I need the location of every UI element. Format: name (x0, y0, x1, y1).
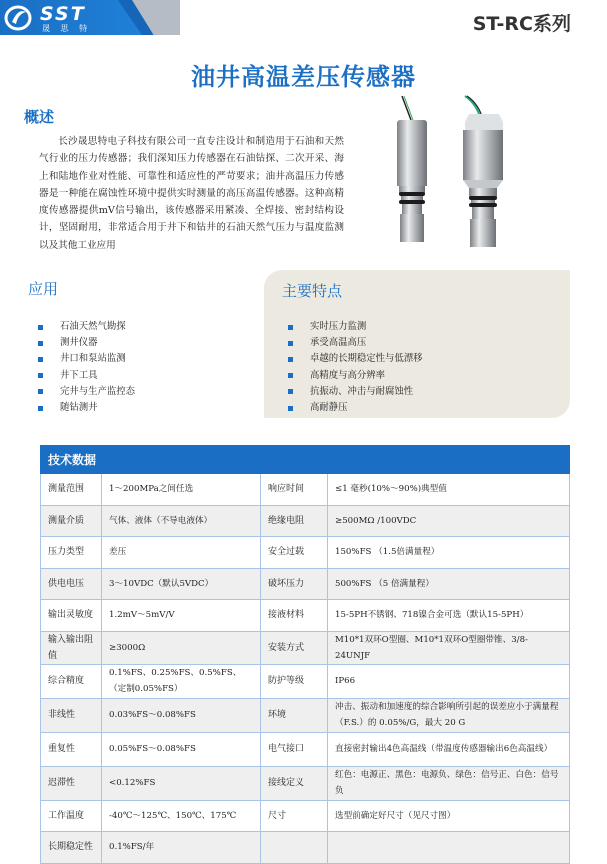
features-heading: 主要特点 (282, 282, 343, 300)
overview-heading: 概述 (24, 108, 55, 126)
features-list (288, 319, 423, 416)
table-row: 供电电压 3～10VDC（默认5VDC） 破坏压力 500%FS （5 倍满量程） (41, 568, 570, 600)
table-row: 非线性 0.03%FS～0.08%FS 环境 冲击、振动和加速度的综合影响所引起的误差应小于满量程（F.S.）的 0.05%/G，最大 20 G (41, 698, 570, 732)
bullet-icon (38, 341, 43, 346)
table-row: 测量范围 1～200MPa之间任选 响应时间 ≤1 毫秒(10%～90%)典型值 (41, 474, 570, 506)
table-row: 输出灵敏度 1.2mV～5mV/V 接液材料 15-5PH不锈钢、718镍合金可选（默认15-5PH） (41, 600, 570, 632)
product-photo (385, 96, 550, 256)
series-label: ST-RC系列 (472, 13, 571, 35)
bullet-icon (38, 389, 43, 394)
table-row: 重复性 0.05%FS～0.08%FS 电气接口 直接密封输出4色高温线（带温度传感器输出6色高温线） (41, 732, 570, 766)
logo-text: SST (40, 3, 86, 25)
overview-text: 长沙晟思特电子科技有限公司一直专注设计和制造用于石油和天然气行业的压力传感器；我们深知压力传感器在石油钻探、二次开采、海上和陆地作业对性能、可靠性和适应性的严苛要求；油井高温压力传感器是一种能在腐蚀性环境中提供实时测量的高压高温传感器。这种高精度传感器提供mV信号输出，该传感器采用紧凑、全焊接、密封结构设计，坚固耐用，非常适合用于井下和钻井的石油天然气压力与温度监测以及其他工业应用 (39, 136, 344, 251)
list-item: 高耐静压 (288, 400, 423, 416)
list-item: 抗振动、冲击与耐腐蚀性 (288, 384, 423, 400)
list-item: 实时压力监测 (288, 319, 423, 335)
list-item: 随钻测井 (38, 400, 135, 416)
bullet-icon (288, 406, 293, 411)
bullet-icon (288, 389, 293, 394)
table-row: 输入输出阻值 ≥3000Ω 安装方式 M10*1双环O型圈、M10*1双环O型圈带锥、3/8-24UNJF (41, 631, 570, 664)
table-row: 迟滞性 <0.12%FS 接线定义 红色：电源正、黑色：电源负、绿色：信号正、白色：信号负 (41, 766, 570, 800)
applications-list (38, 319, 135, 416)
spec-table (40, 445, 570, 864)
spec-table-heading: 技术数据 (41, 446, 570, 474)
bullet-icon (288, 357, 293, 362)
bullet-icon (288, 325, 293, 330)
bullet-icon (38, 325, 43, 330)
bullet-icon (288, 373, 293, 378)
bullet-icon (38, 357, 43, 362)
logo-swirl-icon (4, 4, 32, 32)
bullet-icon (38, 373, 43, 378)
bullet-icon (288, 341, 293, 346)
table-row: 长期稳定性 0.1%FS/年 (41, 832, 570, 864)
list-item: 完井与生产监控态 (38, 384, 135, 400)
table-row: 压力类型 差压 安全过载 150%FS （1.5倍满量程） (41, 537, 570, 569)
list-item: 井口和泵站监测 (38, 351, 135, 367)
logo-subtitle: 晟 思 特 (42, 24, 92, 33)
list-item: 承受高温高压 (288, 335, 423, 351)
list-item: 卓越的长期稳定性与低漂移 (288, 351, 423, 367)
list-item: 测井仪器 (38, 335, 135, 351)
list-item: 井下工具 (38, 368, 135, 384)
table-row: 综合精度 0.1%FS、0.25%FS、0.5%FS、（定制0.05%FS） 防护等级 IP66 (41, 664, 570, 698)
header-banner (0, 0, 180, 35)
list-item: 高精度与高分辨率 (288, 368, 423, 384)
applications-heading: 应用 (28, 280, 59, 298)
page-title: 油井高温差压传感器 (191, 63, 416, 91)
bullet-icon (38, 406, 43, 411)
list-item: 石油天然气勘探 (38, 319, 135, 335)
table-row: 工作温度 -40℃～125℃、150℃、175℃ 尺寸 选型前确定好尺寸（见尺寸图） (41, 800, 570, 832)
table-row: 测量介质 气体、液体（不导电液体） 绝缘电阻 ≥500MΩ /100VDC (41, 505, 570, 537)
